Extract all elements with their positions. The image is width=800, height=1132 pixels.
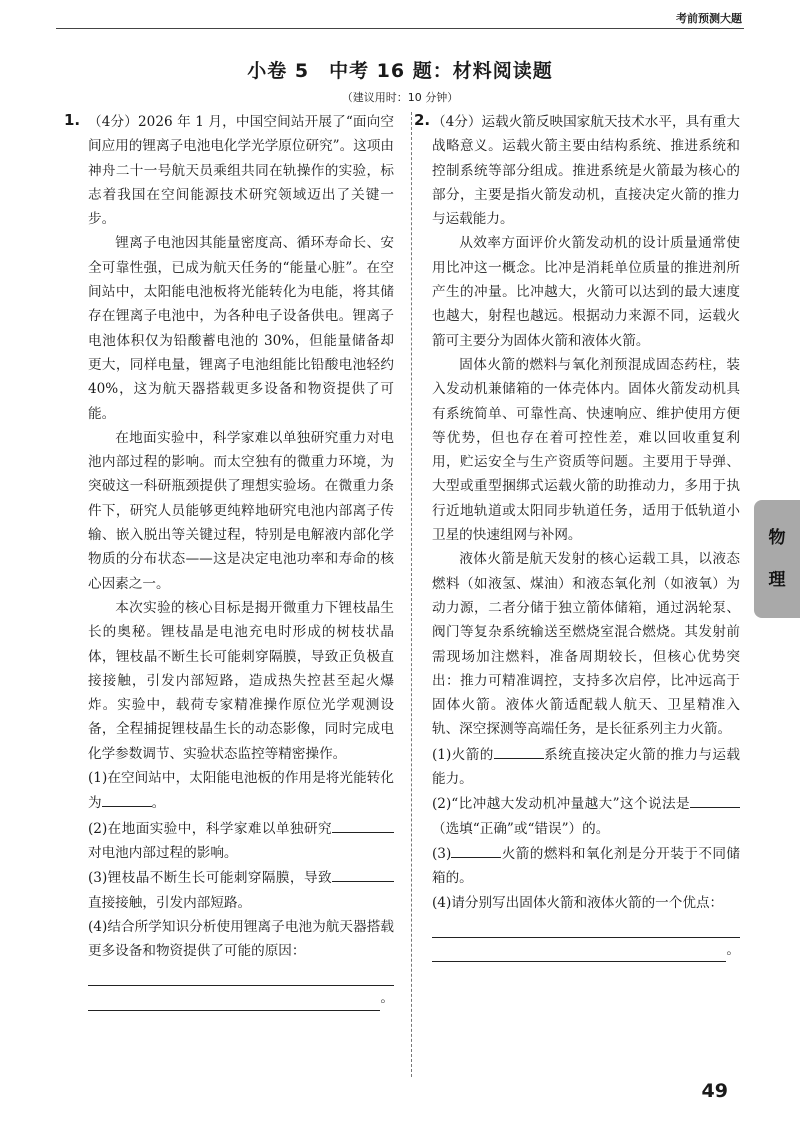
q2-sub-4: (4)请分别写出固体火箭和液体火箭的一个优点： <box>432 894 724 911</box>
q1-sub-2: (2)在地面实验中，科学家难以单独研究对电池内部过程的影响。 <box>88 816 394 866</box>
q1-sub-3: (3)锂枝晶不断生长可能刺穿隔膜，导致直接接触，引发内部短路。 <box>88 865 394 915</box>
question-1-number: 1. <box>64 111 81 129</box>
q2-sub-2: (2)“比冲越大发动机冲量越大”这个说法是（选填“正确”或“错误”）的。 <box>432 791 740 841</box>
subject-tab-char-2: 理 <box>768 570 786 590</box>
q1-answer-row-2: 。 <box>88 986 394 1010</box>
subject-tab <box>754 500 800 618</box>
q1-answer-line-1[interactable] <box>88 965 394 986</box>
page-subtitle: （建议用时：10 分钟） <box>341 91 459 104</box>
q2-sub-1: (1)火箭的 系统直接决定火箭的推力与运载能力。 <box>432 742 740 792</box>
q2-blank-3[interactable] <box>451 841 501 858</box>
q1-blank-2[interactable] <box>332 816 394 833</box>
q1-intro: （4分）2026 年 1 月，中国空间站开展了“面向空间应用的锂离子电池电化学光学原位研究”。这项由神舟二十一号航天员乘组共同在轨操作的实验，标志着我国在空间能源技术研究领域迈出了关键一步。 <box>88 114 395 228</box>
question-2-number: 2. <box>414 111 431 129</box>
q2-paragraph-2: 从效率方面评价火箭发动机的设计质量通常使用比冲这一概念。比冲是消耗单位质量的推进剂所产生的冲量。比冲越大，火箭可以达到的最大速度也越大，射程也越远。根据动力来源不同，运载火箭可主要分为固体火箭和液体火箭。 <box>432 235 740 349</box>
q2-answer-row-2: 。 <box>432 938 740 962</box>
q2-paragraph-4: 液体火箭是航天发射的核心运载工具，以液态燃料（如液氢、煤油）和液态氧化剂（如液氧）为动力源，二者分储于独立箭体储箱，通过涡轮泵、阀门等复杂系统输送至燃烧室混合燃烧。其发射前需现场加注燃料，准备周期较长，但核心优势突出：推力可精准调控，支持多次启停，比冲远高于固体火箭。液体火箭适配载人航天、卫星精准入轨、深空探测等高端任务，是长征系列主力火箭。 <box>432 551 740 738</box>
q1-blank-3[interactable] <box>332 865 394 882</box>
q1-blank-1[interactable] <box>102 790 152 807</box>
question-1 <box>88 110 394 1011</box>
q1-sub-4: (4)结合所学知识分析使用锂离子电池为航天器搭载更多设备和物资提供了可能的原因： <box>88 918 394 960</box>
q2-answer-line-1[interactable] <box>432 917 740 938</box>
q1-paragraph-3: 在地面实验中，科学家难以单独研究重力对电池内部过程的影响。而太空独有的微重力环境，为突破这一科研瓶颈提供了理想实验场。在微重力条件下，研究人员能够更纯粹地研究电池内部离子传输、嵌入脱出等关键过程，特别是电解液内部化学物质的分布状态——这是决定电池功率和寿命的核心因素之一。 <box>88 429 394 592</box>
q2-blank-2[interactable] <box>690 791 740 808</box>
column-divider <box>411 112 412 1077</box>
section-label: 考前预测大题 <box>676 12 742 25</box>
q2-blank-1[interactable] <box>494 742 544 759</box>
page-number: 49 <box>701 1080 728 1102</box>
page-title: 小卷 5 中考 16 题：材料阅读题 <box>247 60 553 82</box>
q1-paragraph-2: 锂离子电池因其能量密度高、循环寿命长、安全可靠性强，已成为航天任务的“能量心脏”。在空间站中，太阳能电池板将光能转化为电能，将其储存在锂离子电池中，为各种电子设备供电。锂离子电池体积仅为铅酸蓄电池的 30%，但能量储备却更大，同样电量，锂离子电池组能比铅酸电池轻约 40%，这为航天器搭载更多设备和物资提供了可能。 <box>88 235 394 422</box>
question-2 <box>432 110 740 962</box>
header-rule <box>56 28 744 29</box>
q1-sub-1: (1)在空间站中，太阳能电池板的作用是将光能转化为 。 <box>88 770 394 812</box>
q1-paragraph-4: 本次实验的核心目标是揭开微重力下锂枝晶生长的奥秘。锂枝晶是电池充电时形成的树枝状晶体，锂枝晶不断生长可能刺穿隔膜，导致正负极直接接触，引发内部短路，造成热失控甚至起火爆炸。实验中，载荷专家精准操作原位光学观测设备，全程捕捉锂枝晶生长的动态影像，同时完成电化学参数调节、实验状态监控等精密操作。 <box>88 599 394 762</box>
q1-answer-line-2[interactable] <box>88 990 380 1011</box>
q2-paragraph-3: 固体火箭的燃料与氧化剂预混成固态药柱，装入发动机兼储箱的一体壳体内。固体火箭发动机具有系统简单、可靠性高、快速响应、维护使用方便等优势，但也存在着可控性差，难以回收重复利用，贮运安全与生产资质等问题。主要用于导弹、大型或重型捆绑式运载火箭的助推动力，多用于执行近地轨道或太阳同步轨道任务，适用于低轨道小卫星的快速组网与补网。 <box>432 356 740 544</box>
q2-answer-line-2[interactable] <box>432 941 726 962</box>
subject-tab-char-1: 物 <box>768 528 786 548</box>
q2-sub-3: (3) 火箭的燃料和氧化剂是分开装于不同储箱的。 <box>432 841 740 891</box>
q2-intro: （4分）运载火箭反映国家航天技术水平，具有重大战略意义。运载火箭主要由结构系统、推进系统和控制系统等部分组成。推进系统是火箭最为核心的部分，主要是指火箭发动机，直接决定火箭的推力与运载能力。 <box>432 114 740 228</box>
